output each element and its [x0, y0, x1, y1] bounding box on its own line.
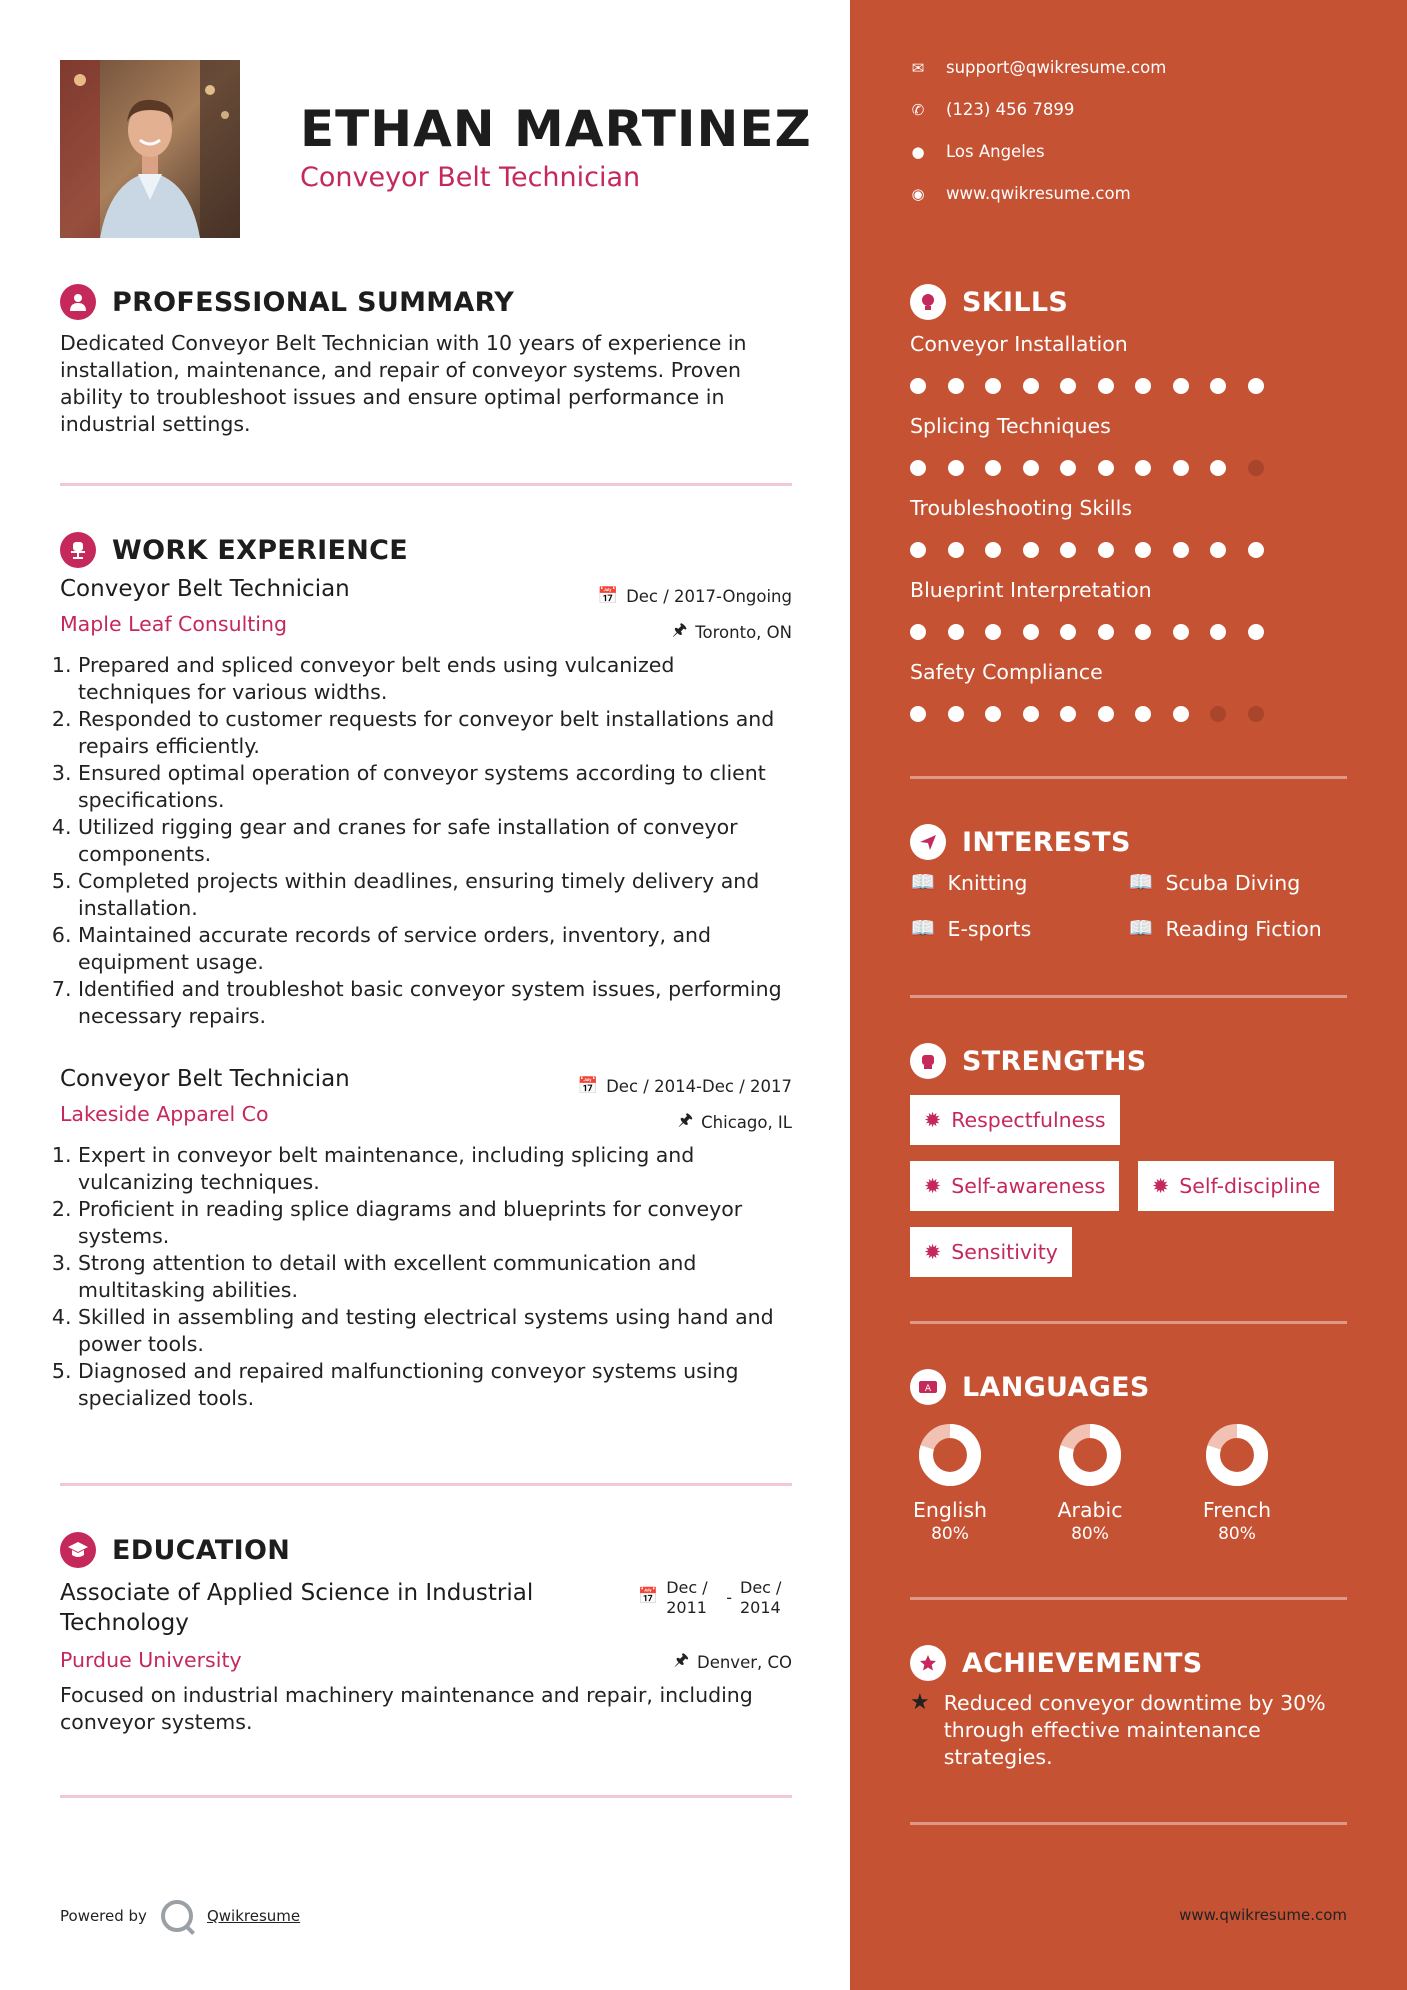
list-item: 3. Strong attention to detail with excellent communication and multitasking abilities. — [78, 1250, 792, 1304]
pin-icon: 🖈 — [672, 620, 688, 639]
rating-dot — [910, 542, 926, 558]
rating-dot — [910, 624, 926, 640]
rating-dot — [1098, 460, 1114, 476]
rating-dot — [1060, 460, 1076, 476]
list-item: 4. Skilled in assembling and testing electrical systems using hand and power tools. — [78, 1304, 792, 1358]
education-date-start: Dec / 2011 — [666, 1578, 708, 1617]
contact-phone-text: (123) 456 7899 — [946, 100, 1075, 119]
powered-by — [60, 1900, 300, 1932]
contact-location-text: Los Angeles — [946, 142, 1045, 161]
book-icon: 📖 — [910, 870, 936, 894]
interest-label: Scuba Diving — [1165, 870, 1301, 895]
rating-dot — [1098, 542, 1114, 558]
rating-dot — [1135, 460, 1151, 476]
rating-dot — [1248, 542, 1264, 558]
calendar-icon: 📅 — [597, 586, 619, 605]
lightbulb-icon — [910, 284, 946, 320]
rating-dot — [1173, 706, 1189, 722]
divider — [910, 1822, 1347, 1825]
rating-dot — [1060, 542, 1076, 558]
contact-location — [910, 142, 1045, 161]
book-icon: 📖 — [910, 916, 936, 940]
list-item: 6. Maintained accurate records of service orders, inventory, and equipment usage. — [78, 922, 792, 976]
list-item: 5. Completed projects within deadlines, ensuring timely delivery and installation. — [78, 868, 792, 922]
fist-icon — [910, 1043, 946, 1079]
divider — [60, 1795, 792, 1798]
rating-dot — [1248, 706, 1264, 722]
rating-dot — [1210, 706, 1226, 722]
job-company: Lakeside Apparel Co — [60, 1102, 269, 1126]
contact-website-text: www.qwikresume.com — [946, 184, 1131, 203]
rating-dot — [1210, 542, 1226, 558]
skill-rating — [910, 542, 1264, 558]
education-description: Focused on industrial machinery maintenance and repair, including conveyor systems. — [60, 1683, 753, 1734]
education-date-end: Dec / 2014 — [740, 1578, 782, 1617]
rating-dot — [948, 542, 964, 558]
rating-dot — [1098, 378, 1114, 394]
rating-dot — [948, 460, 964, 476]
strength-badge — [910, 1227, 1072, 1277]
language-percent: 80% — [931, 1524, 969, 1544]
rating-dot — [1135, 378, 1151, 394]
envelope-icon: ✉ — [911, 58, 925, 77]
rating-dot — [948, 378, 964, 394]
divider — [910, 995, 1347, 998]
rating-dot — [910, 706, 926, 722]
job-dates — [578, 1076, 792, 1096]
graduation-cap-icon — [60, 1532, 96, 1568]
achievements-section-header — [910, 1645, 1203, 1681]
rating-dot — [1173, 378, 1189, 394]
footer-site[interactable]: www.qwikresume.com — [1179, 1906, 1347, 1924]
paper-plane-icon — [910, 824, 946, 860]
list-item: 2. Responded to customer requests for conveyor belt installations and repairs efficiently. — [78, 706, 792, 760]
strength-badge — [1138, 1161, 1334, 1211]
job-location-text: Chicago, IL — [701, 1112, 792, 1132]
school-name: Purdue University — [60, 1648, 242, 1672]
list-item: 2. Proficient in reading splice diagrams and blueprints for conveyor systems. — [78, 1196, 792, 1250]
rating-dot — [948, 706, 964, 722]
education-location — [674, 1648, 792, 1676]
achievement-item — [910, 1690, 1350, 1771]
rating-dot — [985, 542, 1001, 558]
job-title: Conveyor Belt Technician — [60, 1066, 350, 1092]
interest-label: Knitting — [947, 870, 1028, 895]
language-item — [1045, 1422, 1135, 1544]
strength-label: Self-discipline — [1179, 1174, 1321, 1198]
qwikresume-logo-icon — [161, 1900, 193, 1932]
badge-icon: ✹ — [924, 1240, 942, 1264]
skill-rating — [910, 624, 1264, 640]
rating-dot — [1248, 460, 1264, 476]
experience-heading: WORK EXPERIENCE — [112, 534, 408, 566]
rating-dot — [1210, 460, 1226, 476]
rating-dot — [1173, 460, 1189, 476]
rating-dot — [1135, 624, 1151, 640]
summary-heading: PROFESSIONAL SUMMARY — [112, 286, 515, 318]
job-location-text: Toronto, ON — [695, 622, 792, 642]
contact-website[interactable] — [910, 184, 1131, 203]
strength-badge — [910, 1095, 1120, 1145]
book-icon: 📖 — [1128, 916, 1154, 940]
interest-item — [910, 916, 1031, 941]
language-gauge — [1204, 1422, 1270, 1488]
language-item — [1192, 1422, 1282, 1544]
skill-name: Conveyor Installation — [910, 332, 1128, 356]
profile-photo — [60, 60, 240, 238]
book-icon: 📖 — [1128, 870, 1154, 894]
divider — [910, 776, 1347, 779]
candidate-title: Conveyor Belt Technician — [300, 162, 641, 193]
skill-rating — [910, 378, 1264, 394]
list-item: 1. Expert in conveyor belt maintenance, including splicing and vulcanizing techniques. — [78, 1142, 792, 1196]
languages-heading: LANGUAGES — [962, 1371, 1150, 1403]
list-item: 7. Identified and troubleshot basic conveyor system issues, performing necessary repairs. — [78, 976, 792, 1030]
language-gauge — [917, 1422, 983, 1488]
rating-dot — [1173, 542, 1189, 558]
badge-icon: ✹ — [924, 1108, 942, 1132]
strengths-section-header — [910, 1043, 1147, 1079]
map-pin-icon: ● — [911, 142, 925, 161]
language-gauge — [1057, 1422, 1123, 1488]
svg-text:A: A — [924, 1384, 932, 1394]
list-item: 1. Prepared and spliced conveyor belt ends using vulcanized techniques for various widths. — [78, 652, 792, 706]
rating-dot — [1173, 624, 1189, 640]
rating-dot — [1135, 706, 1151, 722]
strength-label: Respectfulness — [951, 1108, 1106, 1132]
rating-dot — [1098, 706, 1114, 722]
badge-icon: ✹ — [1152, 1174, 1170, 1198]
skill-rating — [910, 706, 1264, 722]
contact-email[interactable] — [910, 58, 1166, 77]
powered-by-text: Powered by — [60, 1907, 147, 1925]
shooting-star-icon: ★ — [910, 1690, 930, 1715]
strengths-heading: STRENGTHS — [962, 1045, 1147, 1077]
strength-badge — [910, 1161, 1119, 1211]
skill-name: Splicing Techniques — [910, 414, 1111, 438]
rating-dot — [985, 706, 1001, 722]
divider — [910, 1597, 1347, 1600]
divider — [60, 483, 792, 486]
job-location — [672, 618, 792, 646]
strength-label: Self-awareness — [951, 1174, 1106, 1198]
skill-name: Safety Compliance — [910, 660, 1103, 684]
rating-dot — [985, 624, 1001, 640]
interests-heading: INTERESTS — [962, 826, 1131, 858]
interests-section-header — [910, 824, 1131, 860]
skill-name: Blueprint Interpretation — [910, 578, 1152, 602]
rating-dot — [1060, 706, 1076, 722]
date-separator: - — [726, 1588, 732, 1607]
rating-dot — [1023, 706, 1039, 722]
skill-name: Troubleshooting Skills — [910, 496, 1133, 520]
rating-dot — [1060, 378, 1076, 394]
job-entry-2 — [60, 1066, 792, 1412]
contact-email-text: support@qwikresume.com — [946, 58, 1167, 77]
job-dates-text: Dec / 2014-Dec / 2017 — [606, 1076, 792, 1096]
education-location-text: Denver, CO — [696, 1652, 792, 1672]
contact-phone — [910, 100, 1074, 119]
degree-title: Associate of Applied Science in Industrial Technology — [60, 1580, 534, 1636]
rating-dot — [1210, 378, 1226, 394]
language-name: English — [912, 1498, 988, 1522]
rating-dot — [910, 460, 926, 476]
language-name: Arabic — [1057, 1498, 1123, 1522]
education-section-header — [60, 1532, 290, 1568]
list-item: 3. Ensured optimal operation of conveyor systems according to client specifications. — [78, 760, 792, 814]
interest-item — [1128, 916, 1322, 941]
rating-dot — [910, 378, 926, 394]
rating-dot — [1248, 378, 1264, 394]
rating-dot — [1060, 624, 1076, 640]
education-entry — [60, 1578, 792, 1736]
user-icon — [60, 284, 96, 320]
rating-dot — [1098, 624, 1114, 640]
candidate-name: ETHAN MARTINEZ — [300, 100, 812, 158]
phone-icon: ✆ — [911, 100, 925, 119]
summary-section-header — [60, 284, 514, 320]
rating-dot — [1210, 624, 1226, 640]
job-company: Maple Leaf Consulting — [60, 612, 288, 636]
skills-heading: SKILLS — [962, 286, 1069, 318]
skill-rating — [910, 460, 1264, 476]
list-item: 5. Diagnosed and repaired malfunctioning conveyor systems using specialized tools. — [78, 1358, 792, 1412]
rating-dot — [1023, 378, 1039, 394]
achievements-heading: ACHIEVEMENTS — [962, 1647, 1203, 1679]
rating-dot — [1023, 624, 1039, 640]
interest-item — [1128, 870, 1300, 895]
star-badge-icon — [910, 1645, 946, 1681]
achievement-text: Reduced conveyor downtime by 30% through effective maintenance strategies. — [943, 1691, 1326, 1769]
job-dates-text: Dec / 2017-Ongoing — [626, 586, 792, 606]
job-entry-1 — [60, 576, 792, 1030]
language-card-icon — [910, 1369, 946, 1405]
divider — [60, 1483, 792, 1486]
language-percent: 80% — [1218, 1524, 1256, 1544]
calendar-icon: 📅 — [638, 1586, 659, 1605]
experience-section-header — [60, 532, 408, 568]
rating-dot — [985, 378, 1001, 394]
rating-dot — [1023, 542, 1039, 558]
pin-icon: 🖈 — [677, 1110, 694, 1129]
calendar-icon: 📅 — [577, 1076, 599, 1095]
job-bullets — [60, 652, 792, 1030]
rating-dot — [985, 460, 1001, 476]
language-percent: 80% — [1071, 1524, 1109, 1544]
qwikresume-link[interactable]: Qwikresume — [206, 1907, 301, 1925]
summary-text: Dedicated Conveyor Belt Technician with 10 years of experience in installation, maintenance, and repair of conveyor systems. Proven ability to troubleshoot issues and ensure optimal performance in industrial settings. — [60, 331, 747, 436]
language-name: French — [1202, 1498, 1272, 1522]
rating-dot — [1023, 460, 1039, 476]
interest-label: Reading Fiction — [1165, 916, 1322, 941]
rating-dot — [948, 624, 964, 640]
job-bullets — [60, 1142, 792, 1412]
pin-icon: 🖈 — [673, 1650, 689, 1669]
language-item — [905, 1422, 995, 1544]
badge-icon: ✹ — [924, 1174, 942, 1198]
job-location — [678, 1108, 792, 1136]
rating-dot — [1135, 542, 1151, 558]
interest-item — [910, 870, 1027, 895]
skills-section-header — [910, 284, 1068, 320]
interest-label: E-sports — [947, 916, 1032, 941]
job-title: Conveyor Belt Technician — [60, 576, 350, 602]
globe-icon: ◉ — [911, 184, 925, 203]
rating-dot — [1248, 624, 1264, 640]
job-dates — [598, 586, 792, 606]
education-dates — [638, 1578, 792, 1618]
strength-label: Sensitivity — [951, 1240, 1058, 1264]
languages-section-header — [910, 1369, 1150, 1405]
office-chair-icon — [60, 532, 96, 568]
education-heading: EDUCATION — [112, 1534, 291, 1566]
divider — [910, 1321, 1347, 1324]
list-item: 4. Utilized rigging gear and cranes for safe installation of conveyor components. — [78, 814, 792, 868]
